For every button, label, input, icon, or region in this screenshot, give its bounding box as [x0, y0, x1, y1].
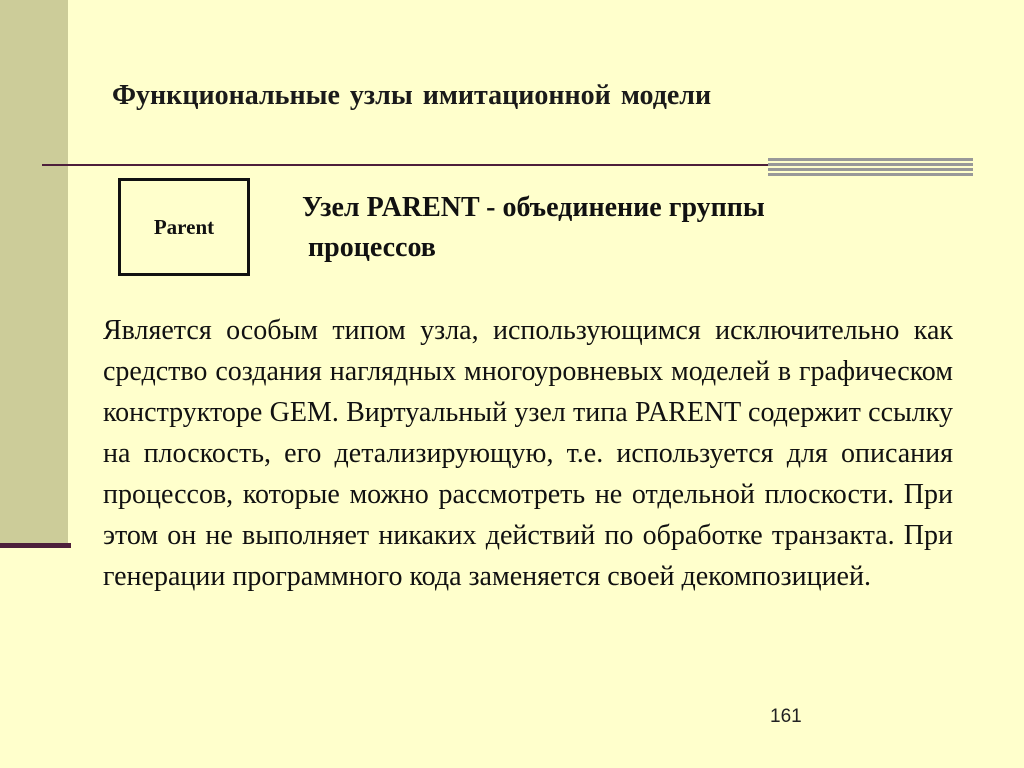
- node-description: Является особым типом узла, использующимся исключительно как средство создания наглядных многоуровневых моделей в графическом конструкторе GEM. Виртуальный узел типа PARENT содержит ссылку на плоскость, его детализирующую, т.е. используется для описания процессов, которые можно рассмотреть не отдельной плоскости. При этом он не выполняет никаких действий по обработке транзакта. При генерации программного кода заменяется своей декомпозицией.: [103, 315, 953, 592]
- slide-title: Функциональные узлы имитационной модели: [112, 80, 712, 111]
- slide-number: 161: [770, 706, 802, 727]
- title-divider-accent: [768, 158, 973, 178]
- side-bar-decoration: [0, 0, 68, 546]
- node-heading-line-2: процессов: [308, 232, 436, 263]
- parent-node-label: Parent: [153, 214, 215, 239]
- side-bar-base-line: [0, 543, 71, 548]
- node-heading-line-1: Узел PARENT - объединение группы: [302, 192, 765, 223]
- parent-node-box: [118, 178, 250, 276]
- node-heading: [302, 188, 902, 268]
